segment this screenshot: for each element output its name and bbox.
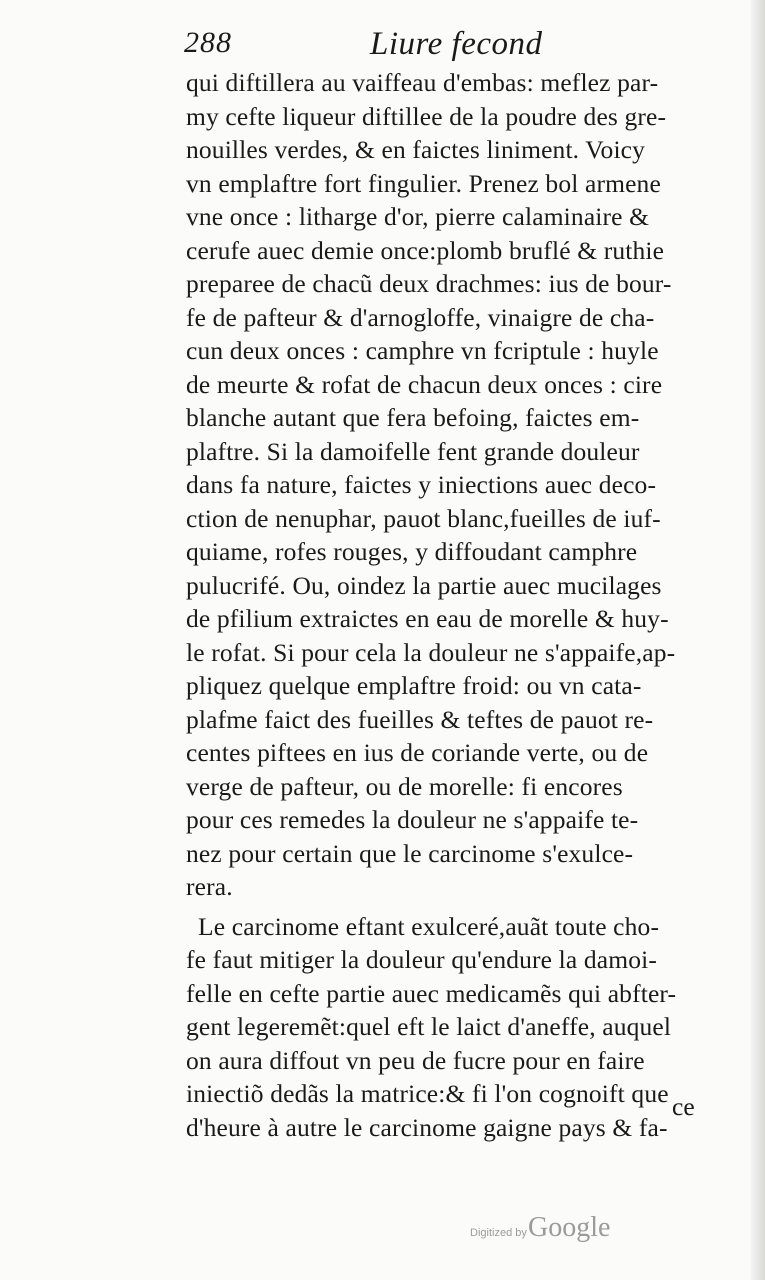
text-line: nouilles verdes, & en faictes liniment. Voicy xyxy=(186,135,646,164)
body-text xyxy=(186,66,706,1144)
text-line: de pfilium extraictes en eau de morelle & huy- xyxy=(186,604,669,633)
text-line: verge de pafteur, ou de morelle: fi encores xyxy=(186,771,623,801)
text-line: my cefte liqueur diftillee de la poudre des gre- xyxy=(186,101,667,131)
paragraph-start-line: Le carcinome eftant exulceré,auãt toute cho- xyxy=(198,911,660,941)
text-line: vne once : litharge d'or, pierre calaminaire & xyxy=(186,202,650,231)
text-line: centes piftees en ius de coriande verte, ou de xyxy=(186,738,649,767)
text-line: plaftre. Si la damoifelle fent grande douleur xyxy=(186,436,640,466)
text-line: le rofat. Si pour cela la douleur ne s'appaife,ap- xyxy=(186,637,676,667)
page-edge xyxy=(751,0,765,1280)
text-line: iniectiõ dedãs la matrice:& fi l'on cognoift que xyxy=(186,1079,669,1108)
text-line: d'heure à autre le carcinome gaigne pays & fa- xyxy=(186,1112,668,1142)
text-line: fe faut mitiger la douleur qu'endure la damoi- xyxy=(186,945,658,974)
page-header xyxy=(180,24,560,68)
text-line: rera. xyxy=(186,872,233,901)
text-line: vn emplaftre fort fingulier. Prenez bol armene xyxy=(186,168,661,198)
page-number: 288 xyxy=(184,26,232,59)
text-line: preparee de chacũ deux drachmes: ius de bour- xyxy=(186,269,672,298)
text-line: plafme faict des fueilles & teftes de pauot re- xyxy=(186,704,654,734)
text-line: qui diftillera au vaiffeau d'embas: meflez par- xyxy=(186,68,659,97)
google-logo: Google xyxy=(528,1212,611,1243)
text-line: ction de nenuphar, pauot blanc,fueilles de iuf- xyxy=(186,503,661,533)
text-line: pliquez quelque emplaftre froid: ou vn cata- xyxy=(186,671,642,700)
text-line: cun deux onces : camphre vn fcriptule : huyle xyxy=(186,336,659,365)
running-head: Liure fecond xyxy=(370,26,543,62)
text-line: pour ces remedes la douleur ne s'appaife te- xyxy=(186,805,639,834)
text-line: nez pour certain que le carcinome s'exulce- xyxy=(186,838,634,868)
text-line: cerufe auec demie once:plomb bruflé & ruthie xyxy=(186,235,665,265)
watermark-prefix: Digitized by xyxy=(470,1227,527,1239)
text-line: fe de pafteur & d'arnogloffe, vinaigre de cha- xyxy=(186,302,655,332)
catchword: ce xyxy=(672,1092,695,1121)
text-line: quiame, rofes rouges, y diffoudant camphre xyxy=(186,537,638,566)
text-line: gent legeremẽt:quel eft le laict d'aneffe, auquel xyxy=(186,1012,672,1041)
text-line: de meurte & rofat de chacun deux onces : cire xyxy=(186,369,663,399)
text-line: blanche autant que fera befoing, faictes em- xyxy=(186,403,640,432)
text-line: dans fa nature, faictes y iniections auec deco- xyxy=(186,470,657,499)
text-line: pulucrifé. Ou, oindez la partie auec mucilages xyxy=(186,570,662,600)
text-line: on aura diffout vn peu de fucre pour en faire xyxy=(186,1045,645,1075)
text-line: felle en cefte partie auec medicamẽs qui abfter- xyxy=(186,978,677,1008)
